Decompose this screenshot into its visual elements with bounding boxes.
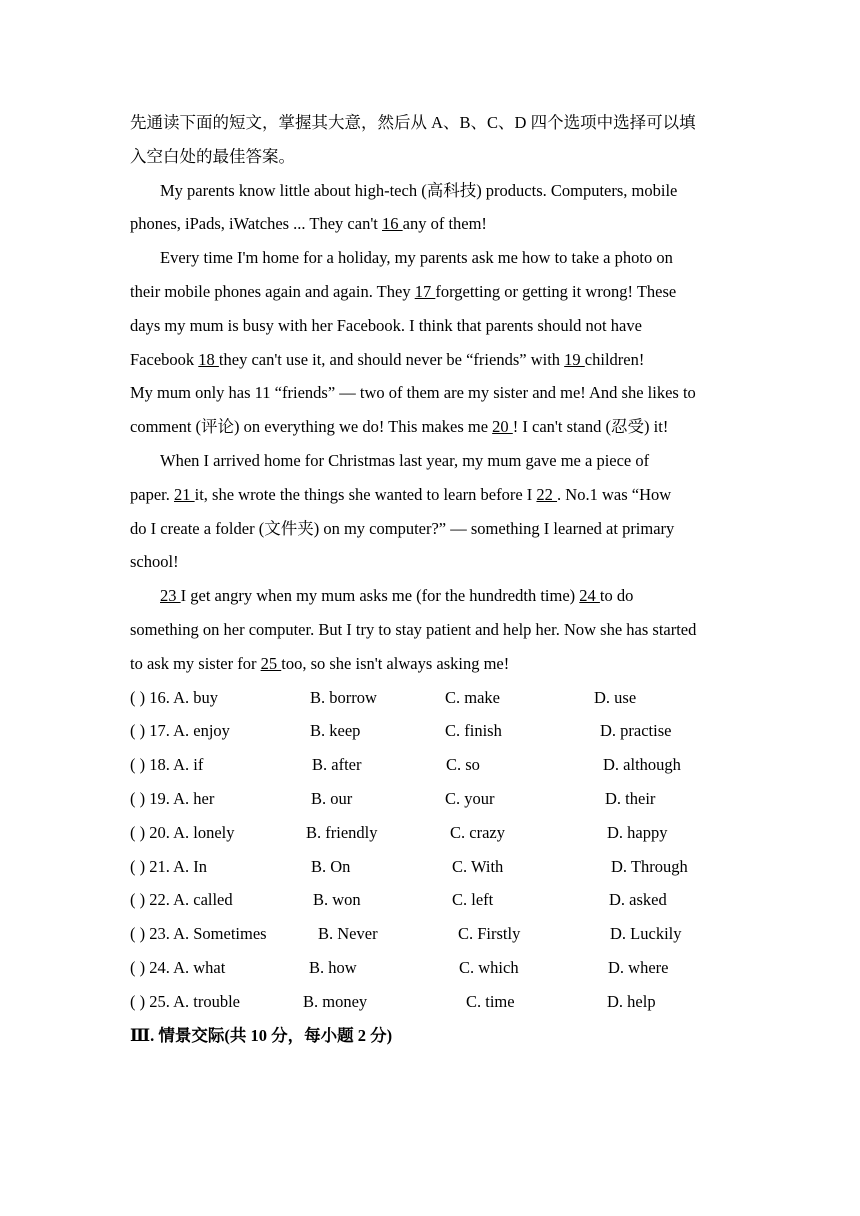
option-d[interactable]: D. asked <box>609 890 667 910</box>
option-c[interactable]: C. make <box>445 687 500 707</box>
option-c[interactable]: C. With <box>452 856 504 876</box>
option-c[interactable]: C. finish <box>445 721 502 741</box>
question-24 <box>130 951 730 985</box>
section-heading: Ⅲ. 情景交际(共 10 分，每小题 2 分) <box>130 1025 393 1045</box>
passage-line: Facebook 18 they can't use it, and should never be “friends” with 19 children! <box>130 349 645 369</box>
blank-20: 20 <box>492 417 513 437</box>
option-c[interactable]: C. your <box>445 788 495 808</box>
blank-24: 24 <box>579 586 600 606</box>
option-d[interactable]: D. although <box>603 755 681 775</box>
question-stem[interactable]: ( ) 24. A. what <box>130 957 226 977</box>
option-b[interactable]: B. On <box>311 856 351 876</box>
option-c[interactable]: C. so <box>446 755 480 775</box>
passage-line: comment (评论) on everything we do! This makes me 20 ! I can't stand (忍受) it! <box>130 417 669 437</box>
option-c[interactable]: C. Firstly <box>458 924 521 944</box>
option-d[interactable]: D. where <box>608 957 669 977</box>
passage-line: My mum only has 11 “friends” — two of them are my sister and me! And she likes to <box>130 383 696 403</box>
blank-25: 25 <box>260 653 282 673</box>
question-22 <box>130 883 730 917</box>
blank-17: 17 <box>414 281 436 301</box>
passage-line: something on her computer. But I try to stay patient and help her. Now she has started <box>130 619 697 639</box>
passage-line: 23 I get angry when my mum asks me (for the hundredth time) 24 to do <box>160 586 634 606</box>
option-d[interactable]: D. their <box>605 788 656 808</box>
question-stem[interactable]: ( ) 18. A. if <box>130 755 204 775</box>
question-16 <box>130 681 730 715</box>
option-c[interactable]: C. left <box>452 890 494 910</box>
option-d[interactable]: D. practise <box>600 721 672 741</box>
passage-line: days my mum is busy with her Facebook. I think that parents should not have <box>130 315 642 335</box>
option-c[interactable]: C. which <box>459 957 519 977</box>
instructions-line-2: 入空白处的最佳答案。 <box>130 146 295 166</box>
blank-22: 22 <box>536 484 558 504</box>
passage-line: Every time I'm home for a holiday, my parents ask me how to take a photo on <box>160 248 673 268</box>
reading-section <box>130 106 730 1052</box>
passage-line: phones, iPads, iWatches ... They can't 16 any of them! <box>130 214 487 234</box>
question-19 <box>130 782 730 816</box>
question-stem[interactable]: ( ) 19. A. her <box>130 788 215 808</box>
question-stem[interactable]: ( ) 25. A. trouble <box>130 991 240 1011</box>
blank-18: 18 <box>198 349 219 369</box>
option-b[interactable]: B. borrow <box>310 687 377 707</box>
passage-line: My parents know little about high-tech (高科技) products. Computers, mobile <box>160 180 678 200</box>
passage-line: school! <box>130 552 179 572</box>
option-d[interactable]: D. happy <box>607 822 668 842</box>
option-b[interactable]: B. after <box>312 755 362 775</box>
question-23 <box>130 917 730 951</box>
passage-line: do I create a folder (文件夹) on my computer?” — something I learned at primary <box>130 518 675 538</box>
question-stem[interactable]: ( ) 23. A. Sometimes <box>130 924 267 944</box>
blank-19: 19 <box>564 349 585 369</box>
question-stem[interactable]: ( ) 22. A. called <box>130 890 233 910</box>
option-b[interactable]: B. money <box>303 991 368 1011</box>
question-17 <box>130 714 730 748</box>
question-stem[interactable]: ( ) 16. A. buy <box>130 687 218 707</box>
option-b[interactable]: B. keep <box>310 721 361 741</box>
question-stem[interactable]: ( ) 17. A. enjoy <box>130 721 230 741</box>
question-18 <box>130 748 730 782</box>
question-stem[interactable]: ( ) 20. A. lonely <box>130 822 235 842</box>
option-b[interactable]: B. how <box>309 957 357 977</box>
option-d[interactable]: D. Through <box>611 856 688 876</box>
instructions-line-1: 先通读下面的短文，掌握其大意，然后从 A、B、C、D 四个选项中选择可以填 <box>130 113 696 132</box>
option-c[interactable]: C. time <box>466 991 515 1011</box>
passage-line: paper. 21 it, she wrote the things she wanted to learn before I 22 . No.1 was “How <box>130 484 672 504</box>
question-stem[interactable]: ( ) 21. A. In <box>130 856 207 876</box>
question-20 <box>130 816 730 850</box>
option-c[interactable]: C. crazy <box>450 822 505 842</box>
blank-21: 21 <box>173 484 195 504</box>
blank-16: 16 <box>382 214 403 234</box>
passage-line: their mobile phones again and again. They 17 forgetting or getting it wrong! These <box>130 281 677 301</box>
option-d[interactable]: D. help <box>607 991 656 1011</box>
option-b[interactable]: B. friendly <box>306 822 378 842</box>
option-d[interactable]: D. Luckily <box>610 924 682 944</box>
option-d[interactable]: D. use <box>594 687 637 707</box>
option-b[interactable]: B. Never <box>318 924 378 944</box>
question-21 <box>130 850 730 884</box>
option-b[interactable]: B. won <box>313 890 361 910</box>
option-b[interactable]: B. our <box>311 788 353 808</box>
blank-23: 23 <box>160 586 181 606</box>
question-25 <box>130 985 730 1019</box>
passage-line: When I arrived home for Christmas last year, my mum gave me a piece of <box>160 450 650 470</box>
passage-line: to ask my sister for 25 too, so she isn't always asking me! <box>130 653 510 673</box>
